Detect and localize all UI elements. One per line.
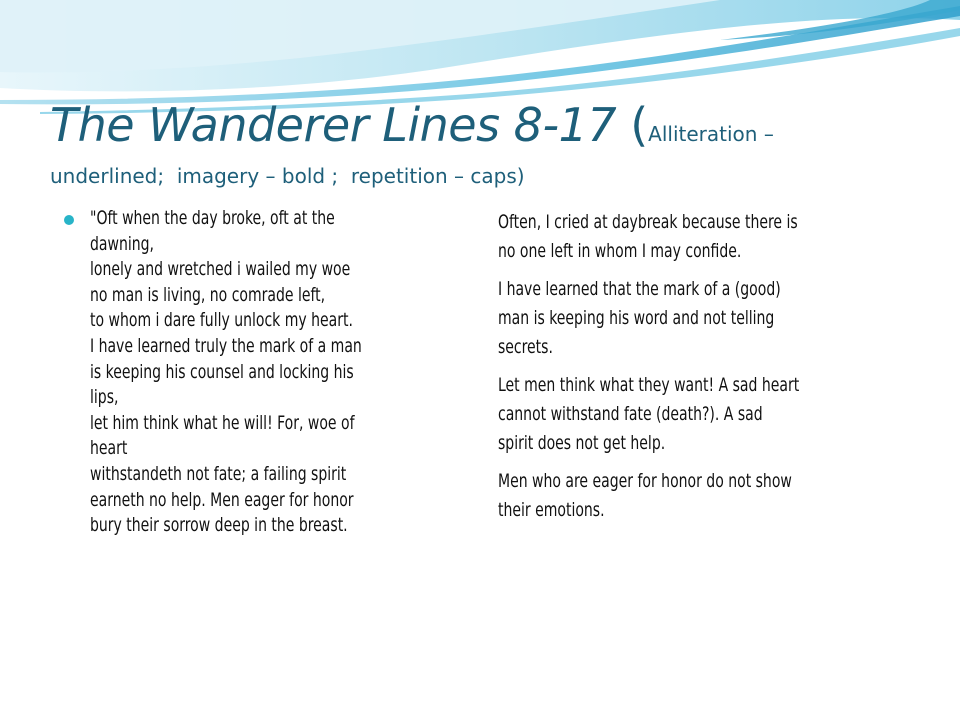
translation-paragraph: [498, 467, 908, 525]
translation-line: Men who are eager for honor do not show: [498, 470, 792, 492]
poem-line: to whom i dare fully unlock my heart.: [90, 309, 353, 332]
translation-line: their emotions.: [498, 499, 605, 521]
translation-line: spirit does not get help.: [498, 432, 666, 454]
title-main-text: The Wanderer Lines 8-17: [50, 98, 631, 152]
poem-line: heart: [90, 437, 128, 460]
translation-line: secrets.: [498, 336, 553, 358]
poem-line: bury their sorrow deep in the breast.: [90, 514, 348, 537]
poem-line: "Oft when the day broke, oft at the: [90, 207, 335, 229]
title-legend-line: underlined; imagery – bold ; repetition – caps): [50, 164, 525, 188]
translation-paragraph: [498, 208, 908, 266]
title-paren: (: [630, 98, 649, 152]
slide-title: [50, 88, 930, 188]
poem-line: let him think what he will! For, woe of: [90, 411, 355, 434]
poem-line: is keeping his counsel and locking his: [90, 360, 354, 383]
poem-line: lonely and wretched i wailed my woe: [90, 258, 351, 281]
bullet-icon: [64, 215, 74, 225]
translation-line: cannot withstand fate (death?). A sad: [498, 403, 763, 425]
poem-column: [64, 206, 464, 539]
poem-line: earneth no help. Men eager for honor: [90, 488, 354, 511]
title-sub-text: Alliteration –: [648, 122, 774, 146]
translation-paragraph: [498, 275, 908, 362]
poem-text: [90, 206, 451, 539]
translation-line: man is keeping his word and not telling: [498, 307, 775, 329]
translation-column: [498, 208, 918, 534]
translation-line: Let men think what they want! A sad heart: [498, 374, 800, 396]
poem-line: I have learned truly the mark of a man: [90, 334, 362, 357]
translation-paragraph: [498, 371, 908, 458]
translation-line: I have learned that the mark of a (good): [498, 278, 781, 300]
poem-line: no man is living, no comrade left,: [90, 283, 326, 306]
poem-line: dawning,: [90, 232, 154, 255]
poem-line: lips,: [90, 386, 119, 409]
translation-line: Often, I cried at daybreak because there is: [498, 211, 798, 233]
translation-line: no one left in whom I may confide.: [498, 240, 742, 262]
poem-line: withstandeth not fate; a failing spirit: [90, 462, 347, 485]
